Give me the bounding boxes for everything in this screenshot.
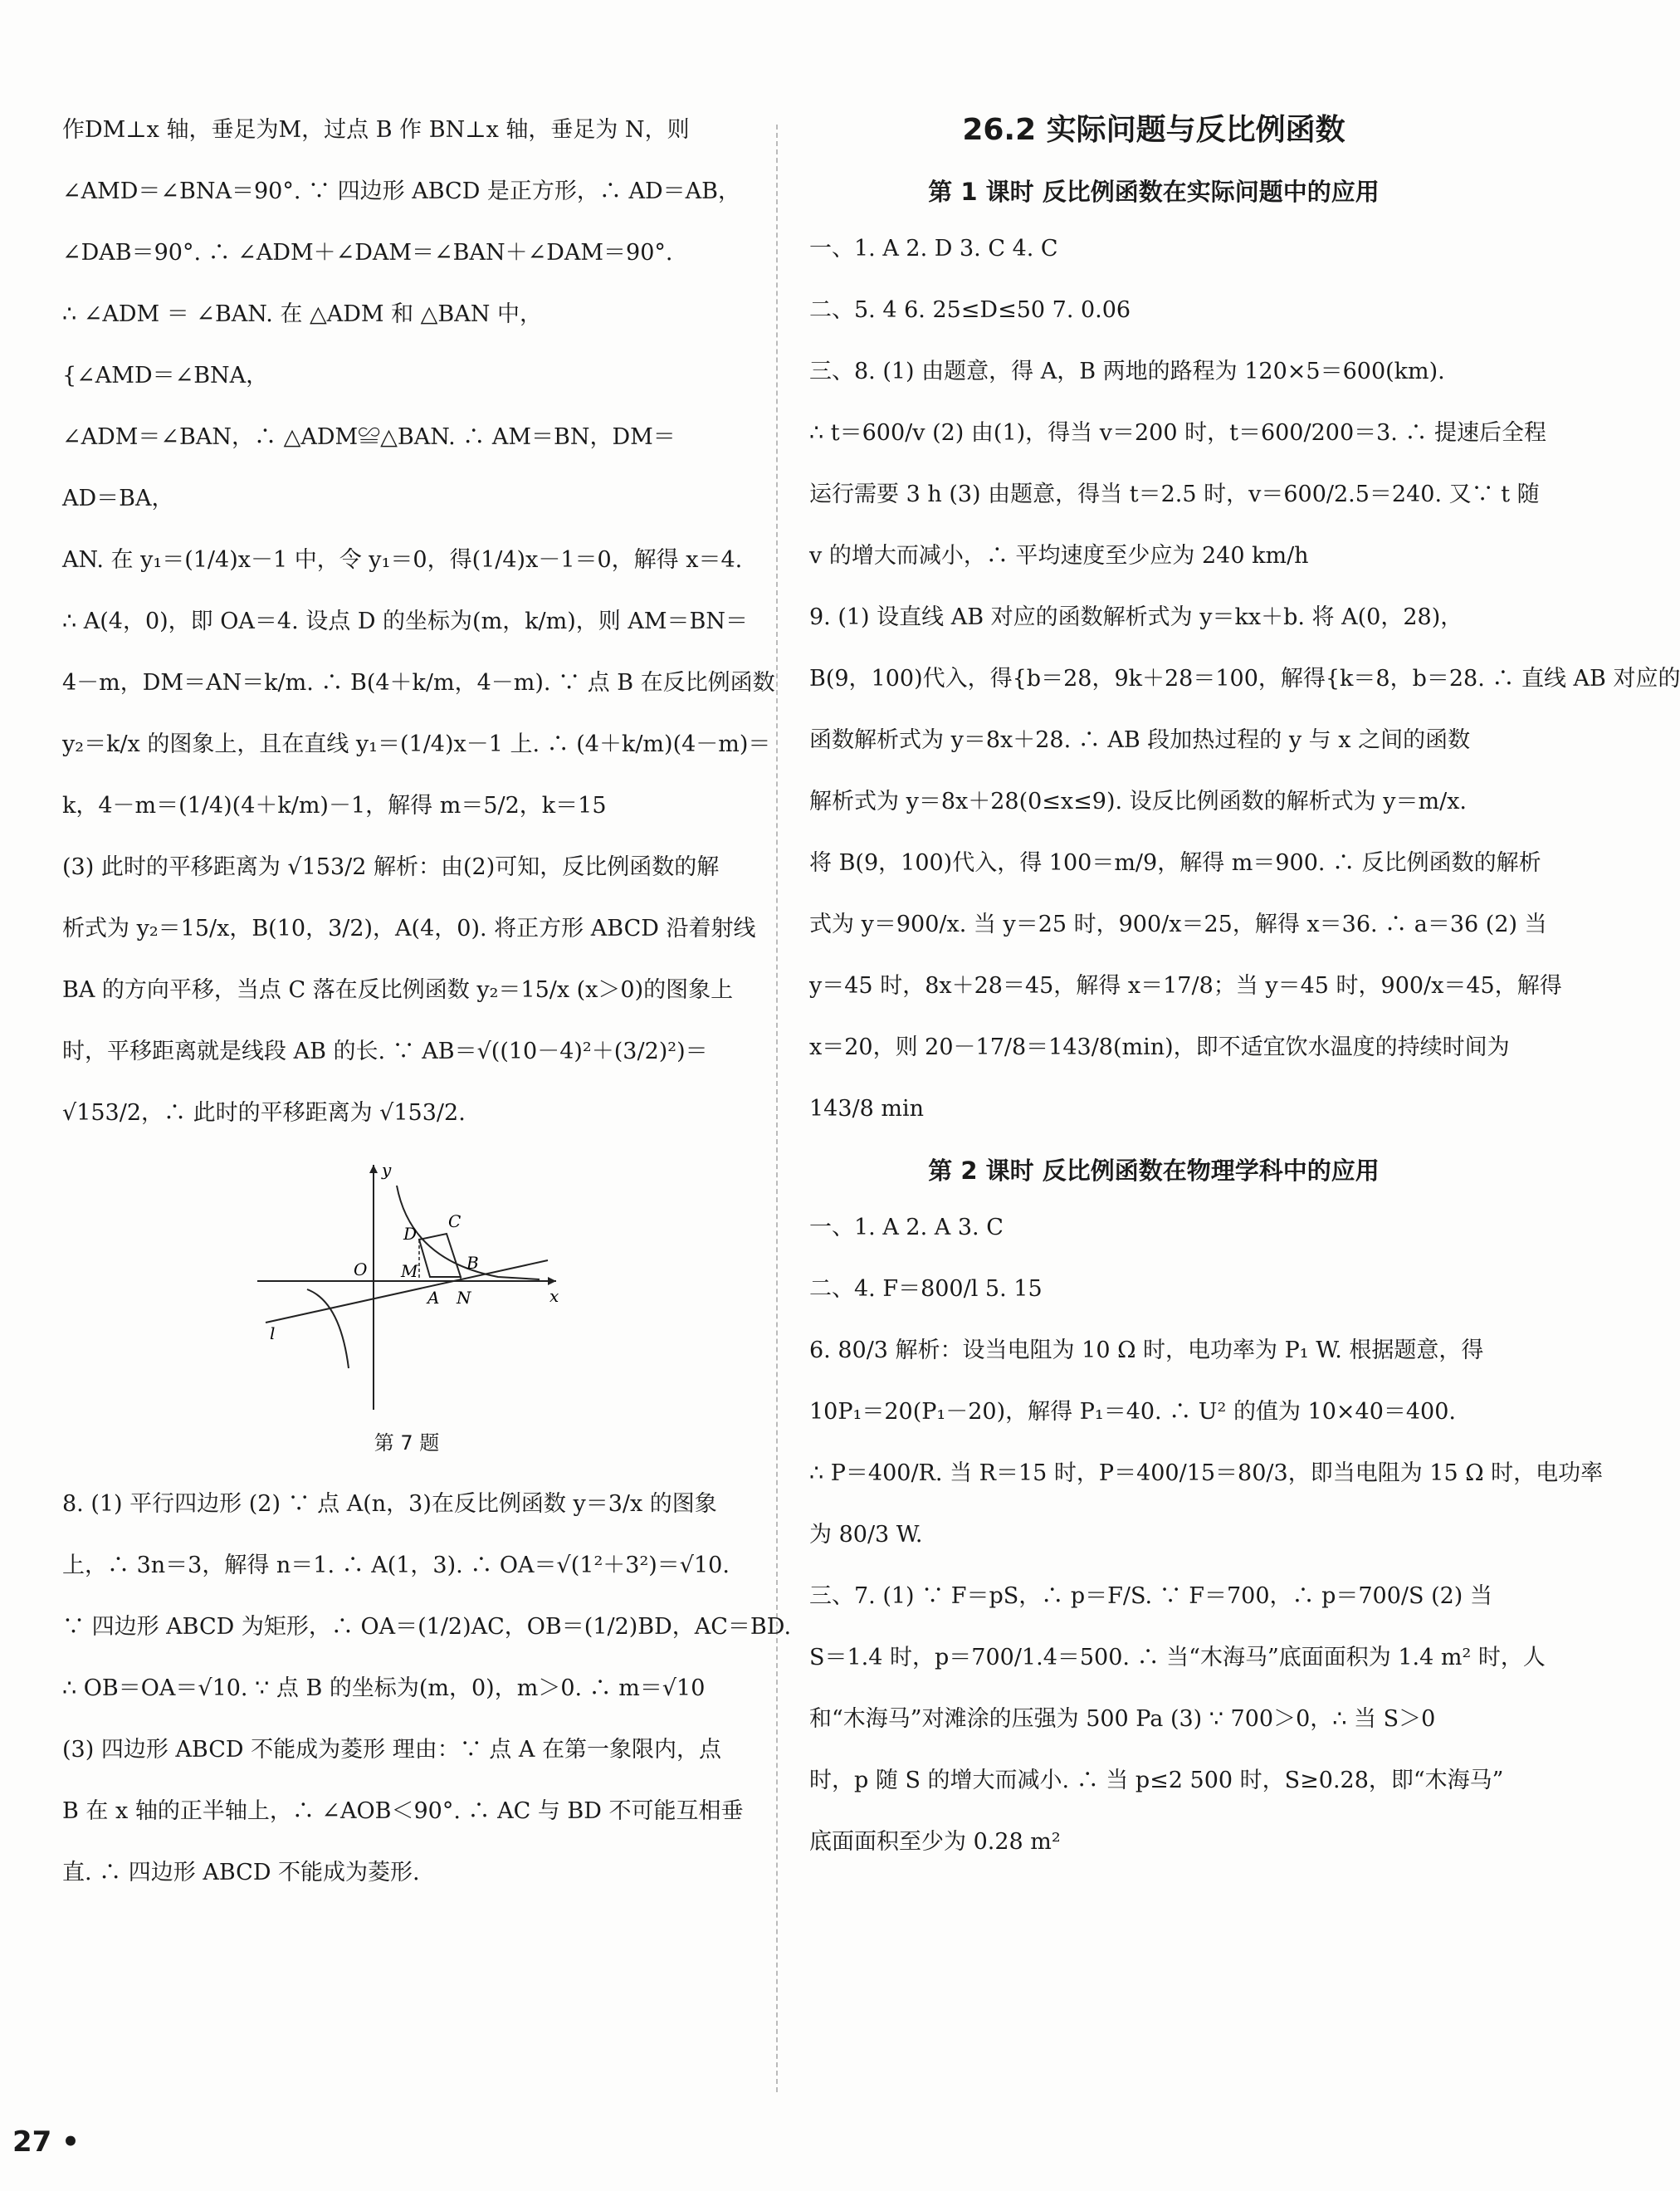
label-M: M — [401, 1261, 418, 1281]
label-l: l — [270, 1323, 276, 1343]
label-O: O — [354, 1259, 368, 1279]
figure-7 — [62, 1161, 751, 1457]
text-line: ∠DAB＝90°. ∴ ∠ADM＋∠DAM＝∠BAN＋∠DAM＝90°. — [62, 240, 673, 266]
label-A: A — [427, 1288, 440, 1308]
text-line: 上，∴ 3n＝3，解得 n＝1. ∴ A(1，3). ∴ OA＝√(1²＋3²)＝√10. — [62, 1553, 730, 1578]
label-D: D — [403, 1224, 418, 1244]
text-line: 一、1. A 2. A 3. C — [809, 1215, 1004, 1240]
text-line: 9. (1) 设直线 AB 对应的函数解析式为 y＝kx＋b. 将 A(0，28)， — [809, 604, 1463, 630]
text-line: k，4－m＝(1/4)(4＋k/m)－1，解得 m＝5/2，k＝15 — [62, 793, 607, 819]
text-line: 8. (1) 平行四边形 (2) ∵ 点 A(n，3)在反比例函数 y＝3/x 的图象 — [62, 1491, 717, 1517]
text-line: 将 B(9，100)代入，得 100＝m/9，解得 m＝900. ∴ 反比例函数的解析 — [809, 850, 1541, 876]
text-line: 143/8 min — [809, 1096, 925, 1122]
lesson2-title: 第 2 课时 反比例函数在物理学科中的应用 — [928, 1157, 1380, 1185]
text-line: AN. 在 y₁＝(1/4)x－1 中，令 y₁＝0，得(1/4)x－1＝0，解得 x＝4. — [62, 547, 743, 573]
text-line: ∴ P＝400/R. 当 R＝15 时，P＝400/15＝80/3，即当电阻为 15 Ω 时，电功率 — [809, 1460, 1604, 1486]
text-line: 三、7. (1) ∵ F＝pS，∴ p＝F/S. ∵ F＝700，∴ p＝700/S (2) 当 — [809, 1583, 1492, 1609]
text-line: 式为 y＝900/x. 当 y＝25 时，900/x＝25，解得 x＝36. ∴ a＝36 (2) 当 — [809, 912, 1547, 937]
text-line: y₂＝k/x 的图象上，且在直线 y₁＝(1/4)x－1 上. ∴ (4＋k/m)(4－m)＝ — [62, 731, 771, 757]
text-line: v 的增大而减小，∴ 平均速度至少应为 240 km/h — [809, 543, 1309, 569]
text-line: ∴ t＝600/v (2) 由(1)，得当 v＝200 时，t＝600/200＝3. ∴ 提速后全程 — [809, 420, 1547, 446]
text-line: 二、5. 4 6. 25≤D≤50 7. 0.06 — [809, 297, 1131, 323]
text-line: B 在 x 轴的正半轴上，∴ ∠AOB＜90°. ∴ AC 与 BD 不可能互相垂 — [62, 1798, 744, 1824]
text-line: ∵ 四边形 ABCD 为矩形，∴ OA＝(1/2)AC，OB＝(1/2)BD，AC＝BD. — [62, 1614, 792, 1640]
column-divider — [776, 125, 778, 2092]
text-line: B(9，100)代入，得{b＝28，9k＋28＝100，解得{k＝8，b＝28. ∴ 直线 AB 对应的 — [809, 666, 1680, 692]
label-C: C — [448, 1211, 462, 1231]
text-line: {∠AMD＝∠BNA， — [62, 363, 269, 389]
text-line: 二、4. F＝800/l 5. 15 — [809, 1276, 1043, 1302]
text-line: (3) 此时的平移距离为 √153/2 解析：由(2)可知，反比例函数的解 — [62, 854, 720, 880]
label-N: N — [457, 1288, 471, 1308]
text-line: x＝20，则 20－17/8＝143/8(min)，即不适宜饮水温度的持续时间为 — [809, 1034, 1510, 1060]
text-line: BA 的方向平移，当点 C 落在反比例函数 y₂＝15/x (x＞0)的图象上 — [62, 977, 734, 1003]
text-line: 解析式为 y＝8x＋28(0≤x≤9). 设反比例函数的解析式为 y＝m/x. — [809, 789, 1468, 814]
text-line: 时，平移距离就是线段 AB 的长. ∵ AB＝√((10－4)²＋(3/2)²)＝ — [62, 1039, 708, 1064]
text-line: 和“木海马”对滩涂的压强为 500 Pa (3) ∵ 700＞0，∴ 当 S＞0 — [809, 1706, 1436, 1732]
right-column — [809, 113, 1680, 1890]
text-line: 作DM⊥x 轴，垂足为M，过点 B 作 BN⊥x 轴，垂足为 N，则 — [62, 117, 690, 143]
label-B: B — [466, 1253, 479, 1273]
figure-caption: 第 7 题 — [374, 1431, 440, 1455]
text-line: 函数解析式为 y＝8x＋28. ∴ AB 段加热过程的 y 与 x 之间的函数 — [809, 727, 1471, 753]
text-line: 运行需要 3 h (3) 由题意，得当 t＝2.5 时，v＝600/2.5＝240. 又∵ t 随 — [809, 482, 1540, 507]
text-line: 三、8. (1) 由题意，得 A，B 两地的路程为 120×5＝600(km). — [809, 359, 1445, 384]
label-x: x — [549, 1286, 559, 1306]
text-line: 时，p 随 S 的增大而减小. ∴ 当 p≤2 500 时，S≥0.28，即“木海马” — [809, 1768, 1504, 1793]
left-column — [62, 116, 792, 1920]
text-line: ∴ ∠ADM ＝ ∠BAN. 在 △ADM 和 △BAN 中， — [62, 301, 542, 327]
text-line: ∴ OB＝OA＝√10. ∵ 点 B 的坐标为(m，0)，m＞0. ∴ m＝√10 — [62, 1675, 706, 1701]
text-line: ∴ A(4，0)，即 OA＝4. 设点 D 的坐标为(m，k/m)，则 AM＝BN＝ — [62, 609, 748, 634]
text-line: 直. ∴ 四边形 ABCD 不能成为菱形. — [62, 1860, 420, 1885]
text-line: (3) 四边形 ABCD 不能成为菱形 理由：∵ 点 A 在第一象限内，点 — [62, 1737, 721, 1763]
text-line: 析式为 y₂＝15/x，B(10，3/2)，A(4，0). 将正方形 ABCD 沿着射线 — [62, 916, 756, 941]
text-line: ∠AMD＝∠BNA＝90°. ∵ 四边形 ABCD 是正方形，∴ AD＝AB， — [62, 179, 740, 204]
text-line: 6. 80/3 解析：设当电阻为 10 Ω 时，电功率为 P₁ W. 根据题意，得 — [809, 1338, 1484, 1363]
text-line: 4－m，DM＝AN＝k/m. ∴ B(4＋k/m，4－m). ∵ 点 B 在反比例函数 — [62, 670, 775, 696]
text-line: y＝45 时，8x＋28＝45，解得 x＝17/8；当 y＝45 时，900/x＝45，解得 — [809, 973, 1562, 999]
text-line: 一、1. A 2. D 3. C 4. C — [809, 236, 1058, 262]
section-title: 26.2 实际问题与反比例函数 — [962, 113, 1345, 147]
text-line: 底面面积至少为 0.28 m² — [809, 1829, 1061, 1855]
text-line: √153/2，∴ 此时的平移距离为 √153/2. — [62, 1100, 466, 1126]
text-line: 10P₁＝20(P₁－20)，解得 P₁＝40. ∴ U² 的值为 10×40＝400. — [809, 1399, 1456, 1425]
lesson1-title: 第 1 课时 反比例函数在实际问题中的应用 — [928, 178, 1380, 206]
label-y: y — [382, 1160, 392, 1180]
text-line: AD＝BA， — [62, 486, 174, 511]
text-line: 为 80/3 W. — [809, 1522, 923, 1548]
text-line: S＝1.4 时，p＝700/1.4＝500. ∴ 当“木海马”底面面积为 1.4 m² 时，人 — [809, 1645, 1546, 1670]
text-line: ∠ADM＝∠BAN，∴ △ADM≌△BAN. ∴ AM＝BN，DM＝ — [62, 424, 676, 450]
figure-7-graph — [249, 1161, 564, 1418]
page-number: 27 • — [12, 2125, 80, 2159]
